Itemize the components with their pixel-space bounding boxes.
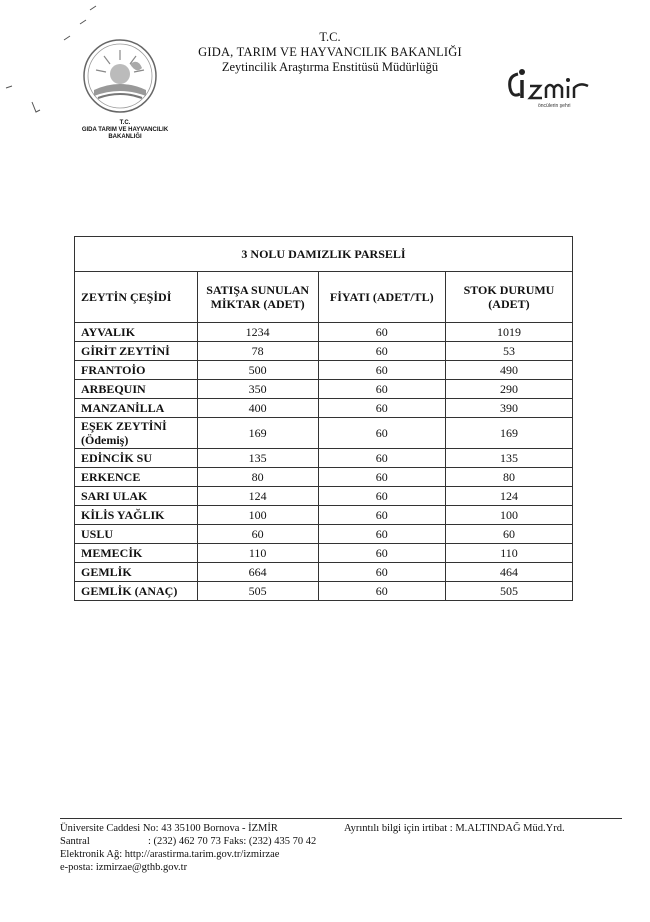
- quantity-cell: 124: [197, 487, 318, 506]
- price-cell: 60: [318, 399, 445, 418]
- footer-email: e-posta: izmirzae@gthb.gov.tr: [60, 862, 188, 873]
- table-row: [75, 544, 573, 563]
- quantity-cell: 1234: [197, 323, 318, 342]
- variety-cell: AYVALIK: [75, 323, 198, 342]
- quantity-cell: 664: [197, 563, 318, 582]
- stock-cell: 60: [445, 525, 572, 544]
- stock-cell: 135: [445, 449, 572, 468]
- price-cell: 60: [318, 487, 445, 506]
- footer-phone: [60, 835, 316, 848]
- table-header-row: [75, 272, 573, 323]
- variety-cell: GEMLİK: [75, 563, 198, 582]
- ministry-seal-logo: [80, 34, 169, 140]
- variety-cell: EDİNCİK SU: [75, 449, 198, 468]
- table-row: [75, 399, 573, 418]
- variety-cell: MANZANİLLA: [75, 399, 198, 418]
- header-quantity: SATIŞA SUNULAN MİKTAR (ADET): [197, 272, 318, 323]
- letterhead-line-2: GIDA, TARIM VE HAYVANCILIK BAKANLIĞI: [198, 45, 462, 59]
- variety-cell: SARI ULAK: [75, 487, 198, 506]
- stock-cell: 124: [445, 487, 572, 506]
- price-cell: 60: [318, 418, 445, 449]
- stock-cell: 169: [445, 418, 572, 449]
- table-row: [75, 506, 573, 525]
- olive-sun-icon: [80, 34, 160, 120]
- table-row: [75, 468, 573, 487]
- price-cell: 60: [318, 582, 445, 601]
- table-caption: 3 NOLU DAMIZLIK PARSELİ: [75, 237, 573, 272]
- seedling-stock-table: [74, 236, 573, 601]
- seal-caption: [80, 120, 170, 141]
- seal-caption-line: BAKANLIĞI: [108, 134, 142, 140]
- footer-address: Üniversite Caddesi No: 43 35100 Bornova - İZMİR: [60, 823, 278, 834]
- table-row: [75, 418, 573, 449]
- quantity-cell: 400: [197, 399, 318, 418]
- price-cell: 60: [318, 342, 445, 361]
- variety-cell: MEMECİK: [75, 544, 198, 563]
- letterhead-title: [170, 30, 490, 75]
- stock-cell: 1019: [445, 323, 572, 342]
- stock-cell: 53: [445, 342, 572, 361]
- stock-cell: 464: [445, 563, 572, 582]
- footer-address-block: [60, 822, 316, 874]
- stock-cell: 505: [445, 582, 572, 601]
- price-cell: 60: [318, 468, 445, 487]
- table-row: [75, 449, 573, 468]
- footer-divider: [60, 818, 622, 819]
- quantity-cell: 350: [197, 380, 318, 399]
- price-cell: 60: [318, 506, 445, 525]
- table-caption-row: [75, 237, 573, 272]
- variety-cell: ERKENCE: [75, 468, 198, 487]
- price-cell: 60: [318, 544, 445, 563]
- stock-cell: 100: [445, 506, 572, 525]
- seal-caption-line: GIDA TARIM VE HAYVANCILIK: [81, 127, 169, 133]
- table-body: [75, 323, 573, 601]
- footer-phone-value: : (232) 462 70 73 Faks: (232) 435 70 42: [148, 836, 317, 847]
- price-cell: 60: [318, 323, 445, 342]
- table-row: [75, 563, 573, 582]
- footer-phone-label: Santral: [60, 836, 90, 847]
- stock-cell: 490: [445, 361, 572, 380]
- table-row: [75, 361, 573, 380]
- table-row: [75, 342, 573, 361]
- quantity-cell: 80: [197, 468, 318, 487]
- quantity-cell: 100: [197, 506, 318, 525]
- quantity-cell: 60: [197, 525, 318, 544]
- table-row: [75, 323, 573, 342]
- header-variety: ZEYTİN ÇEŞİDİ: [75, 272, 198, 323]
- table-row: [75, 380, 573, 399]
- variety-cell: GİRİT ZEYTİNİ: [75, 342, 198, 361]
- stock-cell: 390: [445, 399, 572, 418]
- variety-cell: EŞEK ZEYTİNİ (Ödemiş): [75, 418, 198, 449]
- quantity-cell: 169: [197, 418, 318, 449]
- variety-cell: ARBEQUIN: [75, 380, 198, 399]
- price-cell: 60: [318, 525, 445, 544]
- table-row: [75, 525, 573, 544]
- variety-cell: KİLİS YAĞLIK: [75, 506, 198, 525]
- quantity-cell: 505: [197, 582, 318, 601]
- quantity-cell: 110: [197, 544, 318, 563]
- quantity-cell: 78: [197, 342, 318, 361]
- stock-cell: 110: [445, 544, 572, 563]
- variety-cell: GEMLİK (ANAÇ): [75, 582, 198, 601]
- price-cell: 60: [318, 380, 445, 399]
- quantity-cell: 135: [197, 449, 318, 468]
- quantity-cell: 500: [197, 361, 318, 380]
- table-row: [75, 487, 573, 506]
- izmir-slogan: öncülerin şehri: [538, 103, 571, 109]
- price-cell: 60: [318, 563, 445, 582]
- stock-cell: 290: [445, 380, 572, 399]
- variety-cell: FRANTOİO: [75, 361, 198, 380]
- letterhead-line-1: T.C.: [319, 30, 341, 44]
- price-cell: 60: [318, 449, 445, 468]
- price-cell: 60: [318, 361, 445, 380]
- footer-web: Elektronik Ağ: http://arastirma.tarim.gov.tr/izmirzae: [60, 849, 280, 860]
- variety-cell: USLU: [75, 525, 198, 544]
- footer-contact: Ayrıntılı bilgi için irtibat : M.ALTINDAĞ Müd.Yrd.: [344, 823, 565, 834]
- scan-mark: [4, 84, 44, 124]
- letterhead-line-3: Zeytincilik Araştırma Enstitüsü Müdürlüğü: [221, 60, 439, 74]
- header-price: FİYATI (ADET/TL): [318, 272, 445, 323]
- seal-caption-line: T.C.: [119, 120, 131, 126]
- stock-cell: 80: [445, 468, 572, 487]
- header-stock: STOK DURUMU (ADET): [445, 272, 572, 323]
- table-row: [75, 582, 573, 601]
